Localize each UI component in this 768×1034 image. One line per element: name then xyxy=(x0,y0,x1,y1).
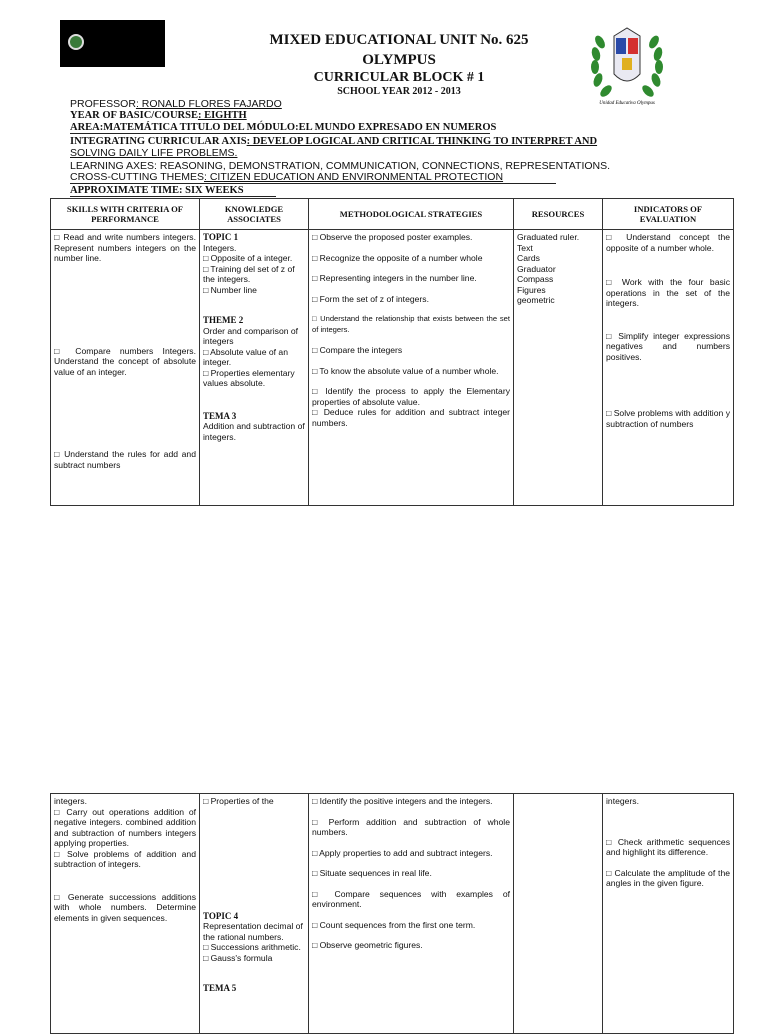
skill-item: □ Carry out operations addition of negative integers. combined addition and subtraction of numbers integers applying properties. xyxy=(54,806,196,848)
strategy-item: □ Compare the integers xyxy=(312,345,403,355)
indicator-item: integers. xyxy=(606,796,639,806)
knowledge-item: Addition and subtraction of integers. xyxy=(203,421,305,442)
topic-title: TOPIC 1 xyxy=(203,232,239,242)
topic-title: TOPIC 4 xyxy=(203,910,239,921)
topic-title: THEME 2 xyxy=(203,315,244,325)
strategy-item: □ Form the set of z of integers. xyxy=(312,293,429,304)
skills-cell xyxy=(51,794,200,1034)
table-row xyxy=(51,230,734,506)
indicator-item: □ Solve problems with addition y subtraction of numbers xyxy=(606,408,730,429)
knowledge-item: Order and comparison of integers xyxy=(203,325,299,346)
emblem-caption: Unidad Educativa Olympus xyxy=(599,101,655,106)
resources-cell xyxy=(514,230,603,506)
skill-item: integers. xyxy=(54,796,87,806)
indicator-item: □ Simplify integer expressions negatives and numbers positives. xyxy=(606,330,730,362)
resource-item: geometric xyxy=(517,295,555,305)
year-line: YEAR OF BASIC/COURSE: EIGHTH xyxy=(70,110,247,121)
strategy-item: □ Apply properties to add and subtract integers. xyxy=(312,847,493,858)
skill-item: □ Solve problems of addition and subtraction of integers. xyxy=(54,848,196,869)
strategy-item: □ Compare sequences with examples of environment. xyxy=(312,888,510,909)
knowledge-item: Representation decimal of the rational numbers. xyxy=(203,921,303,942)
resource-item: Cards xyxy=(517,253,540,263)
indicators-cell xyxy=(603,794,734,1034)
curricular-table xyxy=(50,198,734,506)
strategy-item: □ Recognize the opposite of a number whole xyxy=(312,252,483,263)
knowledge-item: □ Number line xyxy=(203,284,257,295)
strategy-item: □ Understand the relationship that exists between the set of integers. xyxy=(312,314,510,334)
professor-line: PROFESSOR: RONALD FLORES FAJARDO xyxy=(70,98,282,110)
resource-item: Figures xyxy=(517,284,546,295)
underline-rule xyxy=(70,196,276,197)
col-header-strategies: METHODOLOGICAL STRATEGIES xyxy=(309,199,514,230)
skill-item: □ Compare numbers Integers. Understand the concept of absolute value of an integer. xyxy=(54,345,196,377)
knowledge-item: □ Training del set of z of the integers. xyxy=(203,263,295,284)
resource-item: Graduated ruler. xyxy=(517,232,580,242)
resource-item: Compass xyxy=(517,274,554,284)
knowledge-item: □ Properties elementary values absolute. xyxy=(203,367,295,388)
curricular-table-continued xyxy=(50,793,734,1034)
strategy-item: □ To know the absolute value of a number whole. xyxy=(312,365,499,376)
underline-rule xyxy=(70,133,490,134)
block-title: CURRICULAR BLOCK # 1 xyxy=(313,70,485,85)
resources-cell xyxy=(514,794,603,1034)
knowledge-item: □ Properties of the xyxy=(203,796,274,806)
knowledge-item: □ Successions arithmetic. xyxy=(203,942,301,952)
indicator-item: □ Check arithmetic sequences and highlight its difference. xyxy=(606,836,730,857)
skills-cell xyxy=(51,230,200,506)
knowledge-item: □ Gauss's formula xyxy=(203,952,273,963)
col-header-indicators: INDICATORS OF EVALUATION xyxy=(603,199,734,230)
strategy-item: □ Identify the process to apply the Elementary properties of absolute value. xyxy=(312,386,510,407)
skill-item: □ Generate successions additions with whole numbers. Determine elements in given sequences. xyxy=(54,891,196,923)
axis-line: INTEGRATING CURRICULAR AXIS: DEVELOP LOGICAL AND CRITICAL THINKING TO INTERPRET AND xyxy=(70,136,598,147)
indicators-cell xyxy=(603,230,734,506)
knowledge-cell xyxy=(200,230,309,506)
cross-cutting-line: CROSS-CUTTING THEMES: CITIZEN EDUCATION AND ENVIRONMENTAL PROTECTION xyxy=(70,171,504,183)
area-line: AREA:MATEMÁTICA TITULO DEL MÓDULO:EL MUNDO EXPRESADO EN NUMEROS xyxy=(70,122,497,133)
indicator-item: □ Understand concept the opposite of a number whole. xyxy=(606,232,730,253)
axis-continued: SOLVING DAILY LIFE PROBLEMS. xyxy=(70,147,238,159)
strategy-item: □ Identify the positive integers and the integers. xyxy=(312,796,493,806)
table-header-row xyxy=(51,199,734,230)
knowledge-item: Integers. xyxy=(203,242,237,253)
strategies-cell xyxy=(309,794,514,1034)
time-line: APPROXIMATE TIME: SIX WEEKS xyxy=(70,185,244,196)
strategy-item: □ Observe the proposed poster examples. xyxy=(312,232,473,242)
school-subname: OLYMPUS xyxy=(362,52,436,68)
strategy-item: □ Situate sequences in real life. xyxy=(312,868,432,878)
skill-item: □ Understand the rules for add and subtract numbers xyxy=(54,449,196,470)
strategy-item: □ Deduce rules for addition and subtract integer numbers. xyxy=(312,407,510,428)
col-header-skills: SKILLS WITH CRITERIA OF PERFORMANCE xyxy=(51,199,200,230)
strategy-item: □ Count sequences from the first one term. xyxy=(312,919,476,930)
table-row xyxy=(51,794,734,1034)
topic-title: TEMA 3 xyxy=(203,410,237,421)
topic-title: TEMA 5 xyxy=(203,983,237,993)
school-name: MIXED EDUCATIONAL UNIT No. 625 xyxy=(269,32,529,48)
strategies-cell xyxy=(309,230,514,506)
knowledge-item: □ Absolute value of an integer. xyxy=(203,346,288,367)
underline-rule xyxy=(70,183,556,184)
learning-axes-line: LEARNING AXES: REASONING, DEMONSTRATION, COMMUNICATION, CONNECTIONS, REPRESENTATIONS. xyxy=(70,160,611,172)
knowledge-cell xyxy=(200,794,309,1034)
skill-item: □ Read and write numbers integers. Represent numbers integers on the number line. xyxy=(54,232,196,263)
col-header-resources: RESOURCES xyxy=(514,199,603,230)
school-year: SCHOOL YEAR 2012 - 2013 xyxy=(337,86,461,97)
indicator-item: □ Work with the four basic operations in the set of the integers. xyxy=(606,277,730,308)
resource-item: Graduator xyxy=(517,263,556,274)
resource-item: Text xyxy=(517,242,533,253)
strategy-item: □ Representing integers in the number line. xyxy=(312,273,477,283)
knowledge-item: □ Opposite of a integer. xyxy=(203,253,293,263)
strategy-item: □ Perform addition and subtraction of whole numbers. xyxy=(312,816,510,837)
indicator-item: □ Calculate the amplitude of the angles in the given figure. xyxy=(606,867,730,888)
strategy-item: □ Observe geometric figures. xyxy=(312,940,423,950)
col-header-knowledge: KNOWLEDGE ASSOCIATES xyxy=(200,199,309,230)
